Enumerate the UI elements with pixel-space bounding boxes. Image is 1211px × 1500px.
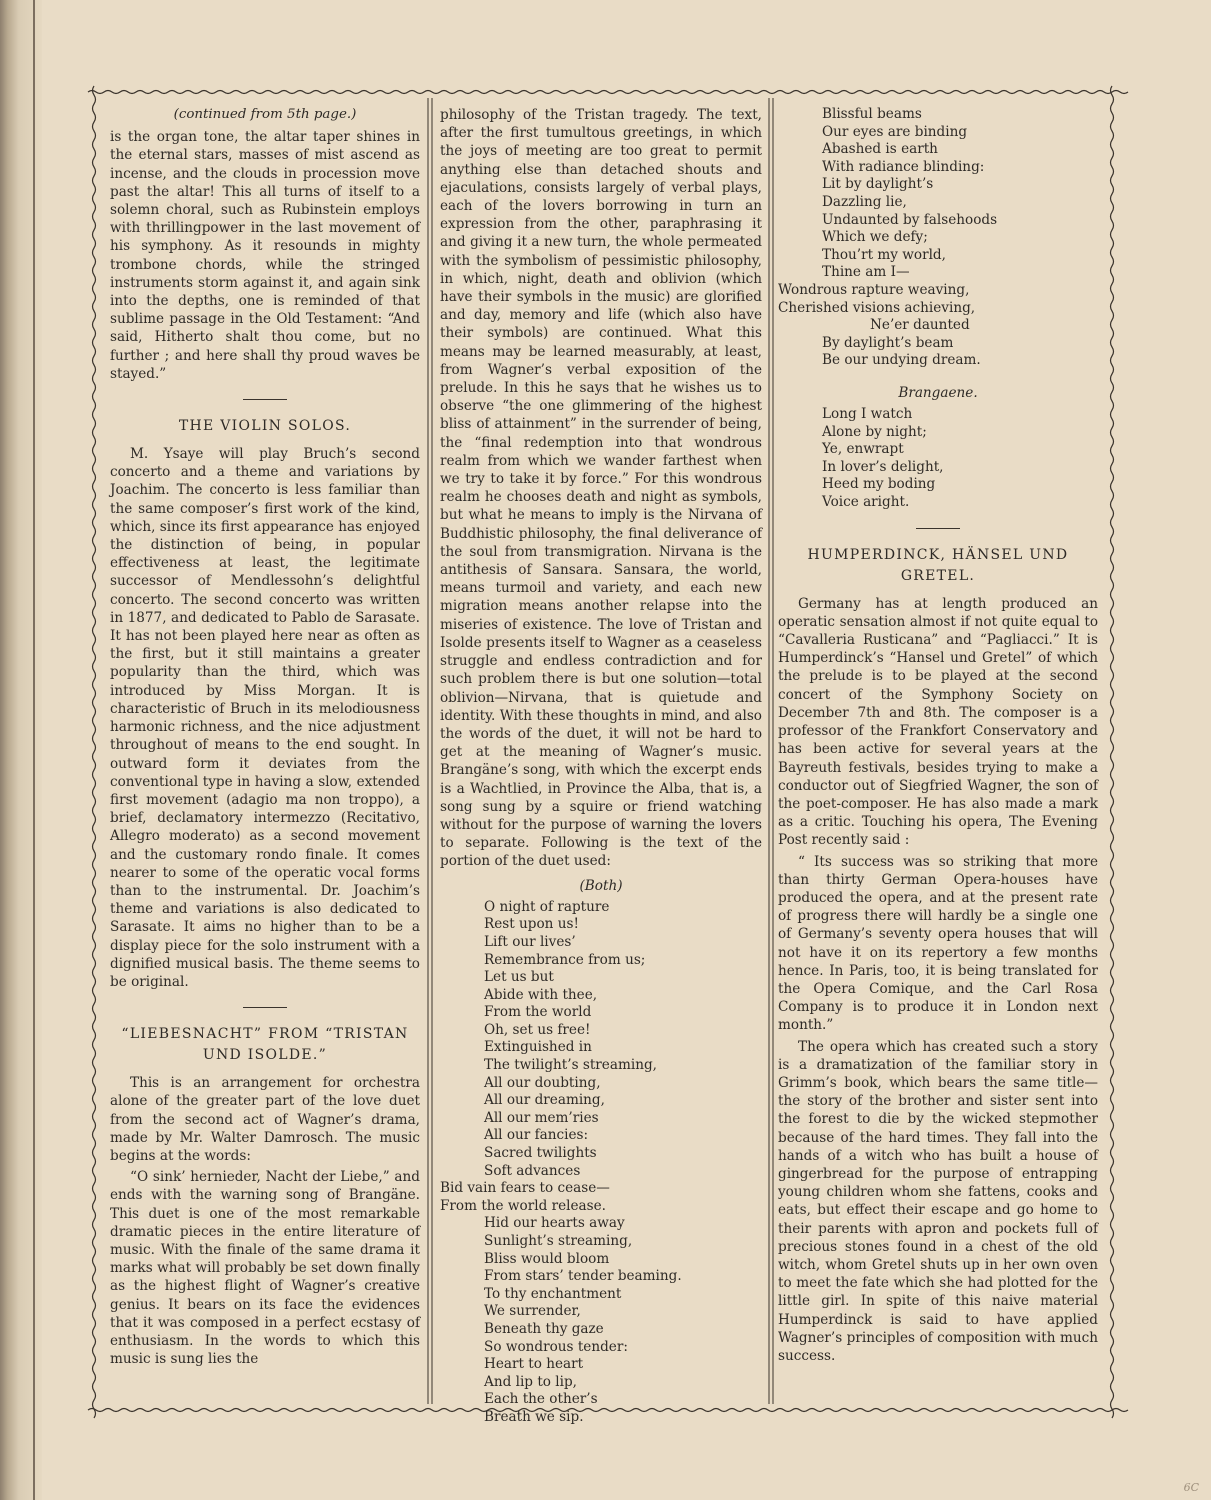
poem-line: Abashed is earth	[822, 141, 938, 158]
liebesnacht-paragraph-1: This is an arrangement for orchestra alone of the greater part of the love duet from the second act of Wagner’s drama, made by Mr. Walter Damrosch. The music begins at the words:	[110, 1075, 420, 1164]
poem-line: Ne’er daunted	[870, 317, 970, 334]
poem-line: Beneath thy gaze	[484, 1320, 604, 1337]
poem-line: All our mem’ries	[484, 1109, 599, 1126]
poem-line: So wondrous tender:	[484, 1338, 628, 1355]
poem-line: Oh, set us free!	[484, 1021, 591, 1038]
ornamental-frame	[88, 86, 1118, 1425]
section-rule	[243, 1007, 287, 1008]
violin-solos-heading: THE VIOLIN SOLOS.	[178, 418, 352, 435]
column-divider-2	[766, 98, 776, 1404]
humperdinck-heading: HUMPERDINCK, HÄNSEL UND GRETEL.	[807, 546, 1069, 584]
poem-line: From the world release.	[440, 1197, 606, 1214]
page-binding	[0, 0, 42, 1500]
poem-line: Extinguished in	[484, 1039, 592, 1056]
poem-line: Which we defy;	[822, 229, 928, 246]
poem-line: Our eyes are binding	[822, 123, 968, 140]
poem-line: Lit by daylight’s	[822, 176, 934, 193]
poem-line: O night of rapture	[484, 898, 610, 915]
poem-line: From stars’ tender beaming.	[484, 1268, 682, 1285]
poem-line: Wondrous rapture weaving,	[778, 281, 970, 298]
poem-line: Be our undying dream.	[822, 352, 981, 369]
poem-line: Bliss would bloom	[484, 1250, 610, 1267]
column-2	[440, 106, 762, 1425]
poem-line: All our fancies:	[484, 1127, 589, 1144]
liebesnacht-heading: “LIEBESNACHT” FROM “TRISTAN UND ISOLDE.”	[121, 1026, 409, 1064]
poem-line: Sunlight’s streaming,	[484, 1233, 633, 1250]
intro-paragraph: is the organ tone, the altar taper shines in the eternal stars, masses of mist ascend as incense, and the clouds in procession move past the altar! This all turns of itself to a solemn choral, such as Rubinstein employs with thrillingpower in the last movement of his symphony. As it resounds in mighty trombone chords, while the stringed instruments storm against it, and again sink into the depths, one is reminded of that sublime passage in the Old Testament: “And said, Hitherto shalt thou come, but no further ; and here shall thy proud waves be stayed.”	[110, 129, 420, 382]
brangaene-poem	[778, 406, 1098, 512]
liebesnacht-paragraph-2: “O sink’ hernieder, Nacht der Liebe,” and ends with the warning song of Brangäne. This duet is one of the most remarkable dramatic pieces in the entire literature of music. With the finale of the same drama it marks what will probably be set down finally as the highest flight of Wagner’s creative genius. It bears on its face the evidences that it was composed in a perfect ecstasy of enthusiasm. In the words to which this music is sung lies the	[110, 1169, 420, 1368]
column-divider-1	[425, 98, 435, 1404]
poem-line: Rest upon us!	[484, 916, 579, 933]
poem-line: Dazzling lie,	[822, 193, 907, 210]
poem-line: All our doubting,	[484, 1074, 601, 1091]
section-rule	[243, 399, 287, 400]
humperdinck-paragraph-3: The opera which has created such a story is a dramatization of the familiar story in Grimm’s book, which bears the same title—the story of the brother and sister sent into the forest to die by the wicked stepmother because of the hard times. They fall into the hands of a witch who has built a house of gingerbread for the purpose of entrapping young children whom she fattens, cooks and eats, but effect their escape and go home to their parents with apron and pockets full of precious stones found in a chest of the old witch, whom Gretel shuts up in her own oven to meet the fate which she had plotted for the little girl. In spite of this naive material Humperdinck is said to have applied Wagner’s principles of composition with much success.	[778, 1038, 1098, 1364]
section-rule	[916, 528, 960, 529]
column-1	[110, 106, 420, 1396]
column-3	[778, 106, 1098, 1396]
poem-line: Soft advances	[484, 1162, 581, 1179]
poem-line: All our dreaming,	[484, 1092, 605, 1109]
poem-line: Blissful beams	[822, 106, 922, 122]
frame-top-border	[88, 86, 1118, 98]
poem-line: Thine am I—	[822, 264, 910, 281]
poem-line: Lift our lives’	[484, 933, 576, 950]
poem-line: Let us but	[484, 969, 554, 986]
poem-line: We surrender,	[484, 1303, 581, 1320]
poem-line: By daylight’s beam	[822, 334, 954, 351]
duet-title: (Both)	[579, 877, 623, 894]
poem-line: Alone by night;	[822, 423, 927, 440]
poem-line: With radiance blinding:	[822, 158, 985, 175]
poem-line: Each the other’s	[484, 1391, 598, 1408]
poem-line: Voice aright.	[822, 494, 910, 511]
poem-line: Abide with thee,	[484, 986, 598, 1003]
humperdinck-paragraph-2: “ Its success was so striking that more than thirty German Opera-houses have produced the opera, and at the present rate of progress there will hardly be a single one of Germany’s seventy opera houses that will not have it on its repertory a few months hence. In Paris, too, it is being translated for the Opera Comique, and the Carl Rosa Company is to produce it in London next month.”	[778, 853, 1098, 1034]
poem-line: In lover’s delight,	[822, 458, 944, 475]
poem-line: Ye, enwrapt	[822, 441, 904, 458]
frame-right-border	[1106, 86, 1118, 1416]
poem-line: Long I watch	[822, 406, 913, 423]
poem-line: The twilight’s streaming,	[484, 1057, 657, 1074]
poem-line: Cherished visions achieving,	[778, 299, 976, 316]
poem-line: Sacred twilights	[484, 1145, 597, 1162]
poem-line: And lip to lip,	[484, 1373, 577, 1390]
pencil-page-mark: 6C	[1183, 1481, 1199, 1494]
poem-line: Hid our hearts away	[484, 1215, 625, 1232]
poem-line: Undaunted by falsehoods	[822, 211, 998, 228]
poem-line: Heed my boding	[822, 476, 936, 493]
brangaene-title: Brangaene.	[898, 384, 978, 401]
duet-poem	[440, 899, 762, 1427]
duet-poem-continued	[778, 106, 1098, 370]
poem-line: Breath we sip.	[484, 1408, 584, 1425]
frame-left-border	[88, 86, 100, 1416]
poem-line: Thou’rt my world,	[822, 246, 946, 263]
humperdinck-paragraph-1: Germany has at length produced an operatic sensation almost if not quite equal to “Cavalleria Rusticana” and “Pagliacci.” It is Humperdinck’s “Hansel und Gretel” of which the prelude is to be played at the second concert of the Symphony Society on December 7th and 8th. The composer is a professor of the Frankfort Conservatory and has been active for several years at the Bayreuth festivals, besides trying to make a conductor out of Siegfried Wagner, the son of the poet-composer. He has also made a mark as a critic. Touching his opera, The Evening Post recently said :	[778, 595, 1098, 849]
poem-line: From the world	[484, 1004, 592, 1021]
poem-line: To thy enchantment	[484, 1285, 622, 1302]
poem-line: Bid vain fears to cease—	[440, 1180, 610, 1197]
violin-paragraph: M. Ysaye will play Bruch’s second concerto and a theme and variations by Joachim. The concerto is less familiar than the same composer’s first work of the kind, which, since its first appearance has enjoyed the distinction of being, in popular effectiveness at least, the legitimate successor of Mendlessohn’s delightful concerto. The second concerto was written in 1877, and dedicated to Pablo de Sarasate. It has not been played here near as often as the first, but it still maintains a greater popularity than the third, which was introduced by Miss Morgan. It is characteristic of Bruch in its melodiousness harmonic richness, and the nice adjustment throughout of means to the end sought. In outward form it deviates from the conventional type in having a slow, extended first movement (adagio ma non troppo), a brief, declamatory intermezzo (Recitativo, Allegro moderato) as a second movement and the customary rondo finale. It comes nearer to some of the operatic vocal forms than to the instrumental. Dr. Joachim’s theme and variations is also dedicated to Sarasate. It aims no higher than to be a display piece for the solo instrument with a dignified musical basis. The theme seems to be original.	[110, 446, 421, 990]
continued-note: (continued from 5th page.)	[173, 107, 357, 122]
poem-line: Heart to heart	[484, 1356, 584, 1373]
poem-line: Remembrance from us;	[484, 951, 646, 968]
philosophy-paragraph: philosophy of the Tristan tragedy. The text, after the first tumultous greetings, in which the joys of meeting are too great to permit anything else than detached shouts and ejaculations, consists largely of verbal plays, each of the lovers borrowing in turn an expression from the other, paraphrasing it and giving it a new turn, the whole permeated with the symbolism of pessimistic philosophy, in which, night, death and oblivion (which have their symbols in the music) are glorified and day, memory and life (which also have their symbols) are continued. What this means may be learned measurably, at least, from Wagner’s verbal exposition of the prelude. In this he says that he wishes us to observe “the one glimmering of the highest bliss of attainment” in the surrender of being, the “final redemption into that wondrous realm from which we wander farthest when we try to take it by force.” For this wondrous realm he chooses death and night as symbols, but what he means to imply is the Nirvana of Buddhistic philosophy, the final deliverance of the soul from transmigration. Nirvana is the antithesis of Sansara. Sansara, the world, means turmoil and variety, and each new migration means another relapse into the miseries of existence. The love of Tristan and Isolde presents itself to Wagner as a ceaseless struggle and endless contradiction and for such problem there is but one solution—total oblivion—Nirvana, that is quietude and identity. With these thoughts in mind, and also the words of the duet, it will not be hard to get at the meaning of Wagner’s music. Brangäne’s song, with which the excerpt ends is a Wachtlied, in Province the Alba, that is, a song sung by a squire or friend watching without for the purpose of warning the lovers to separate. Following is the text of the portion of the duet used:	[440, 107, 762, 870]
